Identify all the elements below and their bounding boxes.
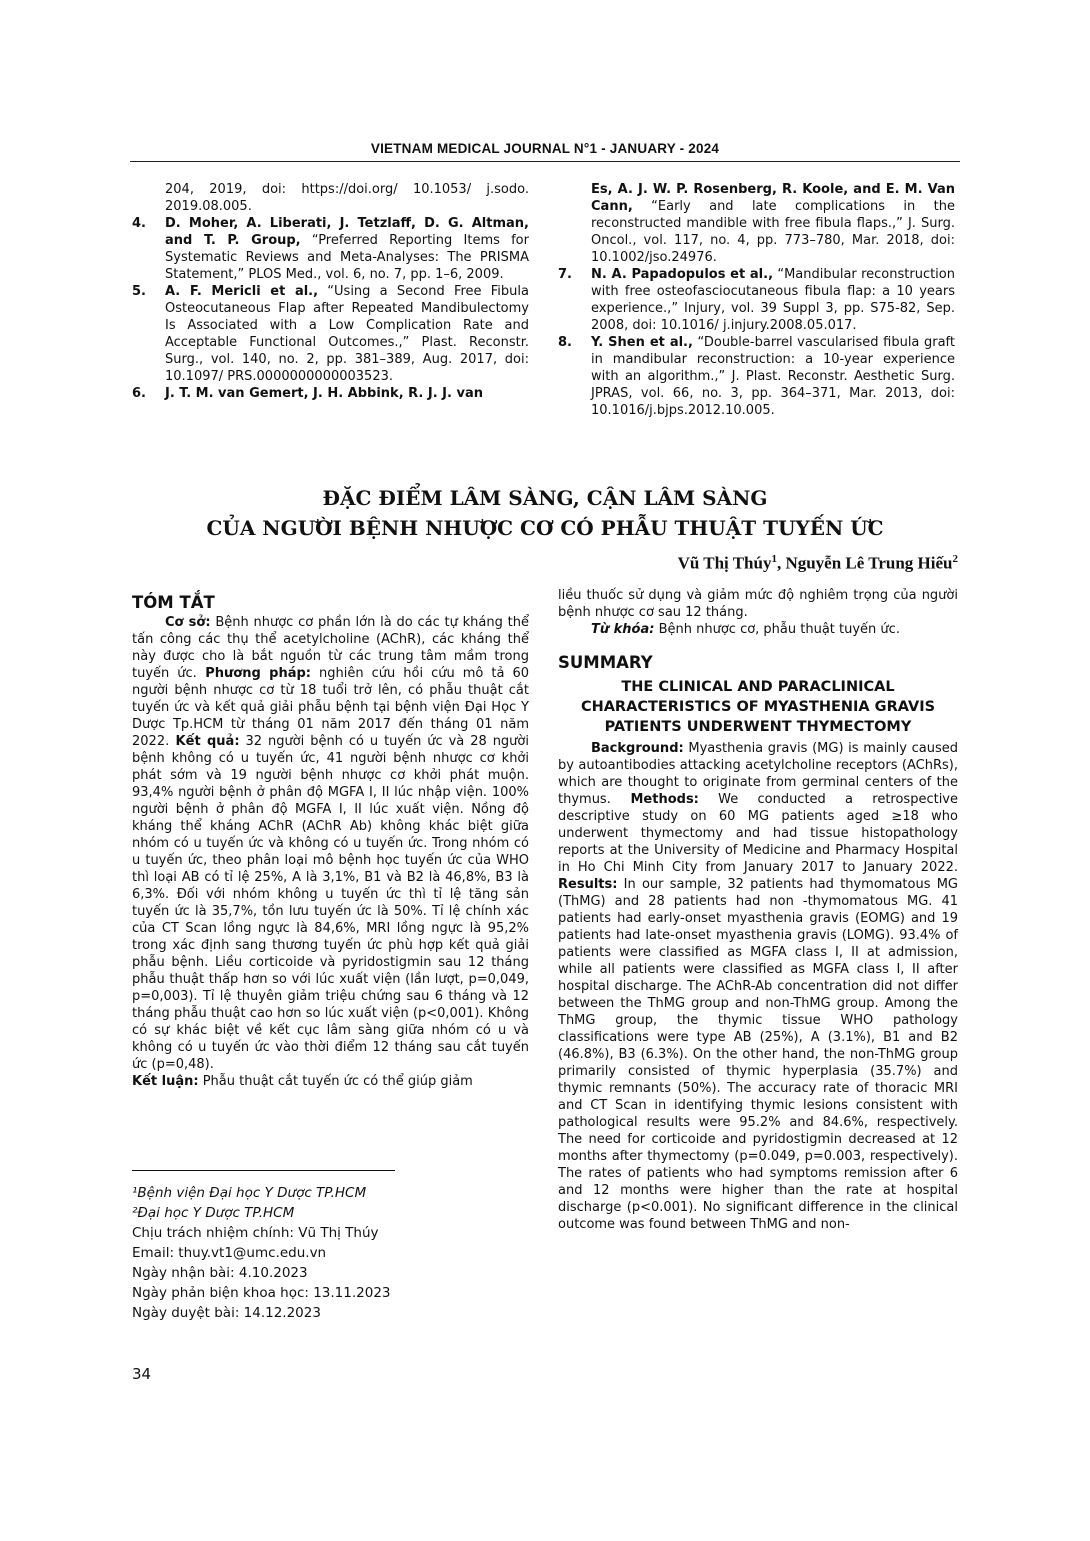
date-received: Ngày nhận bài: 4.10.2023 <box>132 1265 308 1281</box>
reference-continuation <box>558 181 955 266</box>
keywords-text: Bệnh nhược cơ, phẫu thuật tuyến ức. <box>654 622 900 637</box>
reference-8 <box>558 334 955 419</box>
ket-luan-continuation: liều thuốc sử dụng và giảm mức độ nghiêm trọng của người bệnh nhược cơ sau 12 tháng. <box>558 588 958 620</box>
ket-qua-label: Kết quả: <box>169 734 240 749</box>
co-so-text: Bệnh nhược cơ phần lớn là do các tự kháng thể tấn công các thụ thể acetylcholine (AChR), các kháng thể này được cho là bắt nguồn từ các trung tâm mầm trong tuyến ức. <box>132 615 529 681</box>
results-label: Results: <box>558 877 618 892</box>
reference-body <box>591 266 955 334</box>
responsible-author: Chịu trách nhiệm chính: Vũ Thị Thúy <box>132 1225 379 1241</box>
reference-text: “Using a Second Free Fibula Osteocutaneous Flap after Repeated Mandibulectomy Is Associated with a Low Complication Rate and Acceptable Functional Outcomes.,” Plast. Reconstr. Surg., vol. 140, no. 2, pp. 381–389, Aug. 2017, doi: 10.1097/ PRS.0000000000003523. <box>165 284 529 384</box>
reference-authors: A. F. Mericli et al., <box>165 284 319 299</box>
journal-header: VIETNAM MEDICAL JOURNAL N°1 - JANUARY - 2024 <box>370 141 720 156</box>
references-left-column <box>132 181 529 402</box>
affiliation-1: ¹Bệnh viện Đại học Y Dược TP.HCM <box>132 1185 367 1201</box>
author-2: Nguyễn Lê Trung Hiếu <box>785 553 953 573</box>
reference-4 <box>132 215 529 283</box>
article-title-line-1: ĐẶC ĐIỂM LÂM SÀNG, CẬN LÂM SÀNG <box>322 486 768 510</box>
reference-authors: Y. Shen et al., <box>591 335 693 350</box>
author-1: Vũ Thị Thúy <box>677 553 772 573</box>
abstract-vi-continuation <box>558 587 958 638</box>
author-1-affiliation: 1 <box>771 553 777 565</box>
summary-body <box>558 740 958 1233</box>
reference-text: “Mandibular reconstruction with free osteofasciocutaneous fibula flap: a 10 years experience.,” Injury, vol. 39 Suppl 3, pp. S75-82, Sep. 2008, doi: 10.1016/ j.injury.2008.05.017. <box>591 267 955 333</box>
reference-5 <box>132 283 529 385</box>
summary-title: THE CLINICAL AND PARACLINICAL CHARACTERISTICS OF MYASTHENIA GRAVIS PATIENTS UNDERWENT THYMECTOMY <box>580 679 936 735</box>
reference-body <box>165 215 529 283</box>
reference-text: “Double-barrel vascularised fibula graft in mandibular reconstruction: a 10-year experience with an algorithm.,” J. Plast. Reconstr. Aesthetic Surg. JPRAS, vol. 66, no. 3, pp. 364–371, Mar. 2013, doi: 10.1016/j.bjps.2012.10.005. <box>591 335 955 418</box>
keywords <box>558 621 958 638</box>
phuong-phap-label: Phương pháp: <box>196 666 312 681</box>
abstract-vi-heading: TÓM TẮT <box>132 593 215 612</box>
article-title <box>130 483 960 543</box>
article-title-line-2: CỦA NGƯỜI BỆNH NHƯỢC CƠ CÓ PHẪU THUẬT TUYẾN ỨC <box>206 516 884 540</box>
ket-luan-text: Phẫu thuật cắt tuyến ức có thể giúp giảm <box>198 1074 473 1089</box>
summary-paragraph <box>558 740 958 1233</box>
reference-body <box>165 283 529 385</box>
article-authors <box>678 553 958 574</box>
background-label: Background: <box>591 741 684 756</box>
methods-text: We conducted a retrospective descriptive study on 60 MG patients aged ≥18 who underwent thymectomy and had tissue histopathology reports at the University of Medicine and Pharmacy Hospital in Ho Chi Minh City from January 2017 to January 2022. <box>558 792 959 875</box>
reference-continuation: 204, 2019, doi: https://doi.org/ 10.1053/ j.sodo. 2019.08.005. <box>165 182 529 214</box>
reference-number: 5. <box>132 284 146 299</box>
footnote-rule <box>132 1170 395 1171</box>
author-2-affiliation: 2 <box>952 553 958 565</box>
author-separator: , <box>776 553 786 573</box>
header-rule <box>130 161 960 162</box>
page-number: 34 <box>132 1365 152 1383</box>
footnotes <box>132 1183 529 1323</box>
contact-email: Email: thuy.vt1@umc.edu.vn <box>132 1245 327 1261</box>
reference-number: 6. <box>132 386 146 401</box>
reference-7 <box>558 266 955 334</box>
abstract-vi-paragraph-main <box>132 614 529 1073</box>
reference-text: “Preferred Reporting Items for Systematic Reviews and Meta-Analyses: The PRISMA Statement,” PLOS Med., vol. 6, no. 7, pp. 1–6, 2009. <box>165 233 529 282</box>
ket-qua-text: 32 người bệnh có u tuyến ức và 28 người bệnh không có u tuyến ức, 41 người bệnh nhược cơ khởi phát sớm và 19 người bệnh nhược cơ khởi phát muộn. 93,4% người bệnh ở phân độ MGFA I, II lúc nhập viện. 100% người bệnh ở phân độ MGFA I, II lúc xuất viện. Nồng độ kháng thể kháng AChR (AChR Ab) không khác biệt giữa nhóm có u tuyến ức và không có u tuyến ức. Trong nhóm có u tuyến ức, theo phân loại mô bệnh học tuyến ức của WHO thì loại AB có tỉ lệ 25%, A là 3,1%, B1 và B2 là 46,8%, B3 là 6,3%. Đối với nhóm không u tuyến ức thì tỉ lệ tăng sản tuyến ức là 35,7%, tồn lưu tuyến ức là 50%. Tỉ lệ chính xác của CT Scan lồng ngực là 84,6%, MRI lồng ngực là 95,2% trong xác định sang thương tuyến ức phù hợp kết quả giải phẫu bệnh. Liều corticoide và pyridostigmin sau 12 tháng phẫu thuật thấp hơn so với lúc xuất viện (lần lượt, p=0,049, p=0,003). Tỉ lệ thuyên giảm triệu chứng sau 6 tháng và 12 tháng phẫu thuật cao hơn so lúc xuất viện (p<0,001). Không có sự khác biệt về kết cục lâm sàng giữa nhóm có u và không có u tuyến ức vào thời điểm 12 tháng sau cắt tuyến ức (p=0,48). <box>132 734 529 1072</box>
reference-text: “Early and late complications in the reconstructed mandible with free fibula flaps.,” J. Surg. Oncol., vol. 117, no. 4, pp. 773–780, Mar. 2018, doi: 10.1002/jso.24976. <box>591 199 955 265</box>
summary-heading: SUMMARY <box>558 653 653 672</box>
co-so-label: Cơ sở: <box>165 615 211 630</box>
reference-authors: N. A. Papadopulos et al., <box>591 267 774 282</box>
reference-body <box>591 334 955 419</box>
reference-6 <box>132 385 529 402</box>
methods-label: Methods: <box>610 792 699 807</box>
abstract-vi-conclusion <box>132 1073 529 1090</box>
reference-number: 4. <box>132 216 146 231</box>
abstract-vi-body <box>132 614 529 1090</box>
affiliation-2: ²Đại học Y Dược TP.HCM <box>132 1205 295 1221</box>
reference-authors: Es, A. J. W. P. Rosenberg, R. Koole, and E. M. Van Cann, <box>591 182 955 214</box>
date-reviewed: Ngày phản biện khoa học: 13.11.2023 <box>132 1285 391 1301</box>
reference-body <box>165 385 529 402</box>
background-text: Myasthenia gravis (MG) is mainly caused by autoantibodies attacking acetylcholine receptors (AChRs), which are thought to originate from germinal centers of the thymus. <box>558 741 958 807</box>
date-approved: Ngày duyệt bài: 14.12.2023 <box>132 1305 321 1321</box>
ket-luan-label: Kết luận: <box>132 1074 199 1089</box>
references-right-column <box>558 181 955 419</box>
results-text: In our sample, 32 patients had thymomatous MG (ThMG) and 28 patients had non -thymomatous MG. 41 patients had early-onset myasthenia gravis (EOMG) and 19 patients had late-onset myasthenia gravis (LOMG). 93.4% of patients were classified as MGFA class I, II at admission, while all patients were classified as MGFA class I, II after hospital discharge. The AChR-Ab concentration did not differ between the ThMG group and non-ThMG group. Among the ThMG group, the thymic tissue WHO pathology classifications were type AB (25%), A (3.1%), B1 and B2 (46.8%), B3 (6.3%). On the other hand, the non-ThMG group primarily consisted of thymic hyperplasia (35.7%) and thymic remnants (50%). The accuracy rate of thoracic MRI and CT Scan in identifying thymic lesions consistent with pathological results were 95.2% and 84.6%, respectively. The need for corticoide and pyridostigmin decreased at 12 months after thymectomy (p=0.049, p=0.003, respectively). The rates of patients who had symptoms remission after 6 and 12 months were higher than the rate at hospital discharge (p<0.001). No significant difference in the clinical outcome was found between ThMG and non- <box>558 877 958 1232</box>
reference-number: 7. <box>558 267 572 282</box>
reference-number: 8. <box>558 335 572 350</box>
reference-authors: J. T. M. van Gemert, J. H. Abbink, R. J. J. van <box>165 386 483 401</box>
reference-authors: D. Moher, A. Liberati, J. Tetzlaff, D. G. Altman, and T. P. Group, <box>165 216 529 248</box>
keywords-label: Từ khóa: <box>591 622 655 637</box>
phuong-phap-text: nghiên cứu hồi cứu mô tả 60 người bệnh nhược cơ từ 18 tuổi trở lên, có phẫu thuật cắt tuyến ức và kết quả giải phẫu bệnh tại bệnh viện Đại Học Y Dược Tp.HCM từ tháng 01 năm 2017 đến tháng 01 năm 2022. <box>132 666 530 749</box>
